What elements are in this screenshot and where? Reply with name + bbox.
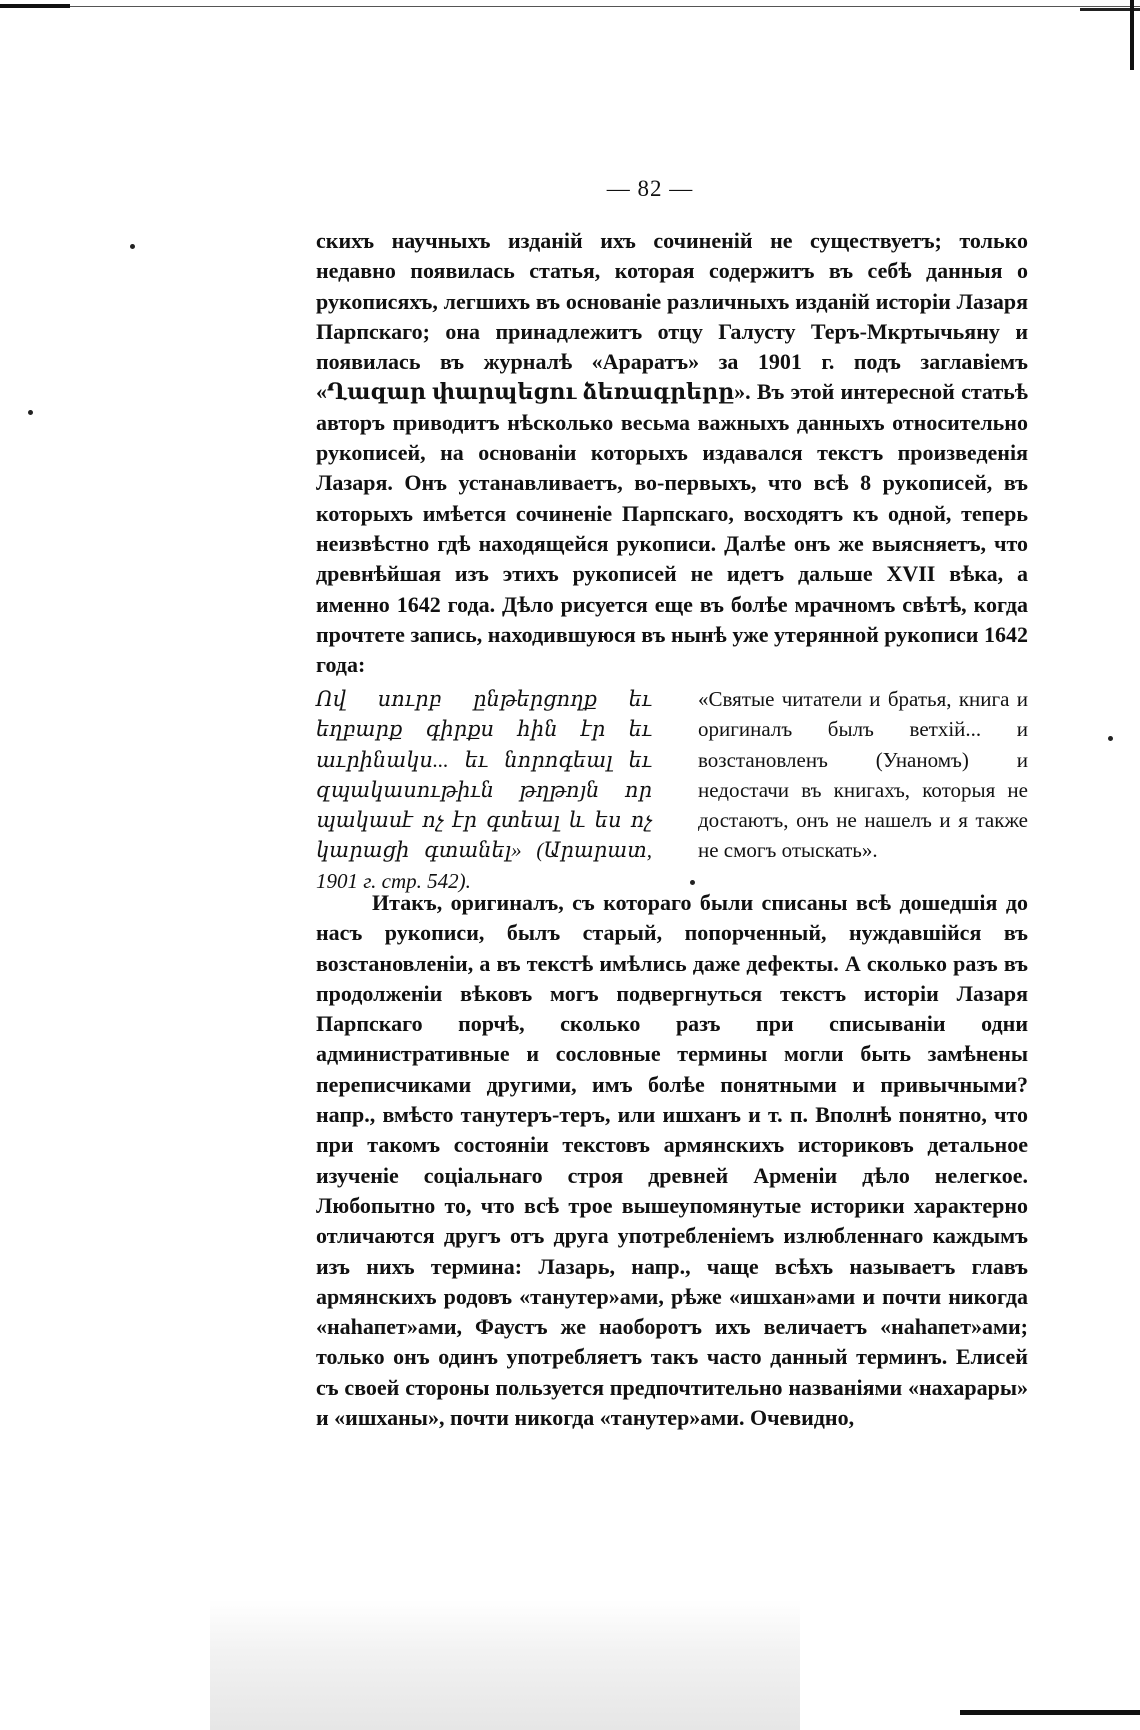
scan-speck (1108, 736, 1113, 741)
page-number: — 82 — (606, 176, 694, 201)
paragraph-top (316, 226, 1028, 680)
paragraph-top-text: скихъ научныхъ изданій ихъ сочиненій не существуетъ; только недавно появилась статья, которая содержитъ въ себѣ данныя о рукописяхъ, легшихъ въ основаніе различныхъ изданій исторіи Лазаря Парпскаго; она принадлежитъ отцу Галусту Теръ-Мкртычьяну и появилась въ журналѣ «Араратъ» за 1901 г. подъ заглавіемъ «Ղազար փարպեցու ձեռագրերը». Въ этой интересной статьѣ авторъ приводитъ нѣсколько весьма важныхъ данныхъ относительно рукописей, на основаніи которыхъ издавался текстъ произведенія Лазаря. Онъ устанавливаетъ, во-первыхъ, что всѣ 8 рукописей, въ которыхъ имѣется сочиненіе Парпскаго, восходятъ къ одной, теперь неизвѣстно гдѣ находящейся рукописи. Далѣе онъ же выясняетъ, что древнѣйшая изъ этихъ рукописей не идетъ дальше XVII вѣка, а именно 1642 года. Дѣло рисуется еще въ болѣе мрачномъ свѣтѣ, когда прочтете запись, находившуюся въ нынѣ уже утерянной рукописи 1642 года: (316, 228, 1028, 678)
paragraph-bottom (316, 888, 1028, 1433)
quote-russian: «Святые читатели и братья, книга и оригиналъ былъ ветхій... и возстановленъ (Унаномъ) и недостачи въ книгахъ, которыя не достаютъ, онъ не нашелъ и я также не смогъ отыскать». (698, 687, 1028, 863)
scan-edge-top (0, 6, 1140, 7)
scan-speck (130, 244, 135, 249)
scan-edge-right (1130, 0, 1134, 70)
quote-armenian: Ով սուրբ ընթերցողք եւ եղբարք գիրքս հին էր եւ աւրինակս... եւ նորոգեալ եւ զպակասութիւն թղթոյն որ պակասէ ոչ էր գտեալ և ես ոչ կարացի գտանել» (Արարատ, 1901 г. стр. 542). (316, 687, 652, 893)
scan-edge-bottom-right (960, 1710, 1140, 1715)
scan-speck (690, 880, 695, 885)
scan-edge-top-dark (0, 4, 70, 8)
scan-speck (28, 410, 33, 415)
paragraph-bottom-text: Итакъ, оригиналъ, съ котораго были списаны всѣ дошедшія до насъ рукописи, былъ старый, попорченный, нуждавшійся въ возстановленіи, а въ текстѣ имѣлись даже дефекты. А сколько разъ въ продолженіи вѣковъ могъ подвергнуться текстъ исторіи Лазаря Парпскаго порчѣ, сколько разъ при списываніи одни административные и сословные термины могли быть замѣнены переписчиками другими, имъ болѣе понятными и привычными? напр., вмѣсто танутеръ-теръ, или ишханъ и т. п. Вполнѣ понятно, что при такомъ состояніи текстовъ армянскихъ историковъ детальное изученіе соціальнаго строя древней Арменіи дѣло нелегкое. Любопытно то, что всѣ трое вышеупомянутые историки характерно отличаются другъ отъ друга употребленіемъ излюбленнаго каждымъ изъ нихъ термина: Лазарь, напр., чаще всѣхъ называетъ главъ армянскихъ родовъ «танутер»ами, рѣже «ишхан»ами и почти никогда «наһапет»ами, Фаустъ же наоборотъ ихъ величаетъ «наһапет»ами; только онъ одинъ употребляетъ такъ часто данный терминъ. Елисей съ своей стороны пользуется предпочтительно названіями «нахарары» и «ишханы», почти никогда «танутер»ами. Очевидно, (316, 890, 1028, 1431)
scan-shadow (210, 1600, 800, 1730)
